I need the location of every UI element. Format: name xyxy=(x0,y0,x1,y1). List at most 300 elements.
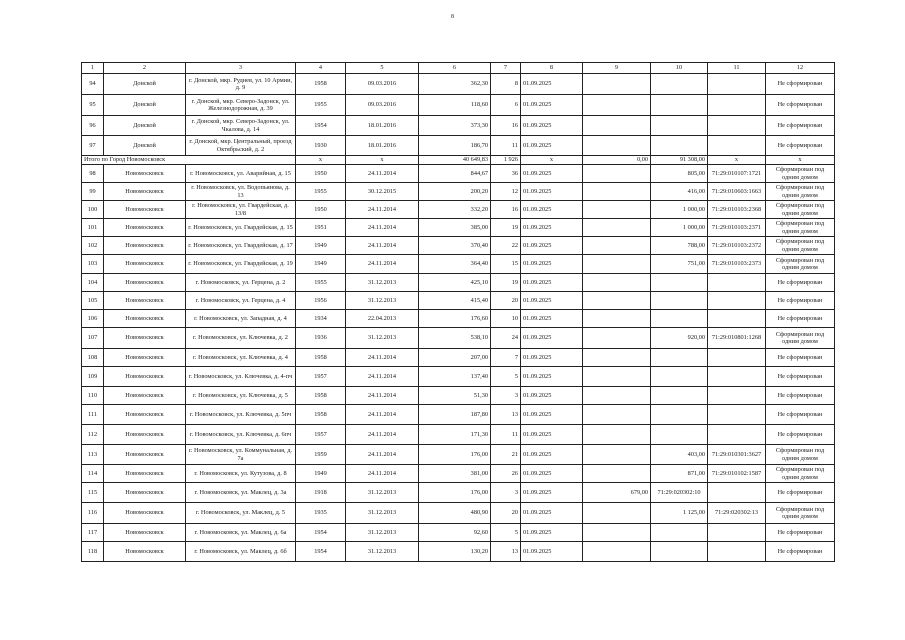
row-area: 373,30 xyxy=(419,116,491,136)
row-people: 13 xyxy=(491,405,521,425)
table-row xyxy=(82,95,835,116)
row-start-date: 01.09.2025 xyxy=(521,136,583,156)
row-status: Сформирован под одним домом xyxy=(766,165,835,183)
row-town: Новомосковск xyxy=(104,328,186,349)
row-people: 10 xyxy=(491,310,521,328)
row-area: 118,60 xyxy=(419,95,491,116)
row-start-date: 01.09.2025 xyxy=(521,255,583,274)
row-start-date: 01.09.2025 xyxy=(521,95,583,116)
table-row xyxy=(82,445,835,465)
table-row xyxy=(82,349,835,367)
row-people: 8 xyxy=(491,74,521,95)
row-town: Новомосковск xyxy=(104,524,186,542)
row-address: г. Новомосковск, ул. Гвардейская, д. 13/8 xyxy=(186,201,296,219)
column-header-2: 2 xyxy=(104,63,186,74)
row-year: 1957 xyxy=(296,367,346,387)
row-address: г. Новомосковск, ул. Ключевка, д. 5пч xyxy=(186,405,296,425)
row-col-10 xyxy=(651,310,708,328)
row-people: 22 xyxy=(491,237,521,255)
row-status: Не сформирован xyxy=(766,349,835,367)
row-col-9 xyxy=(583,219,651,237)
row-area: 171,30 xyxy=(419,425,491,445)
row-col-9 xyxy=(583,95,651,116)
table-row xyxy=(82,310,835,328)
row-number: 106 xyxy=(82,310,104,328)
row-col-9 xyxy=(583,165,651,183)
row-area: 480,90 xyxy=(419,503,491,524)
row-cadastral-number xyxy=(708,425,766,445)
row-col-10: 1 000,00 xyxy=(651,219,708,237)
row-cadastral-number xyxy=(708,74,766,95)
column-header-4: 4 xyxy=(296,63,346,74)
row-col-10 xyxy=(651,367,708,387)
column-header-9: 9 xyxy=(583,63,651,74)
row-cadastral-number xyxy=(708,116,766,136)
row-col-10: 1 000,00 xyxy=(651,201,708,219)
row-cadastral-number xyxy=(708,349,766,367)
row-town: Новомосковск xyxy=(104,310,186,328)
row-start-date: 01.09.2025 xyxy=(521,405,583,425)
row-status: Не сформирован xyxy=(766,524,835,542)
row-area: 362,30 xyxy=(419,74,491,95)
row-number: 102 xyxy=(82,237,104,255)
table-row xyxy=(82,201,835,219)
row-year: 1935 xyxy=(296,503,346,524)
row-status: Сформирован под одним домом xyxy=(766,503,835,524)
row-status: Не сформирован xyxy=(766,292,835,310)
row-status: Не сформирован xyxy=(766,116,835,136)
row-col-9 xyxy=(583,405,651,425)
row-col-10: 403,00 xyxy=(651,445,708,465)
row-status: Не сформирован xyxy=(766,387,835,405)
row-cadastral-number xyxy=(708,387,766,405)
row-number: 108 xyxy=(82,349,104,367)
row-start-date: 01.09.2025 xyxy=(521,237,583,255)
row-cadastral-number xyxy=(708,95,766,116)
row-start-date: 01.09.2025 xyxy=(521,201,583,219)
row-status: Не сформирован xyxy=(766,74,835,95)
row-area: 130,20 xyxy=(419,542,491,562)
row-date: 31.12.2013 xyxy=(346,274,419,292)
row-col-10: 71:29:020302:10 xyxy=(651,483,708,503)
row-town: Донской xyxy=(104,74,186,95)
row-date: 24.11.2014 xyxy=(346,201,419,219)
row-cadastral-number: 71:29:010102:1587 xyxy=(708,465,766,483)
row-status: Не сформирован xyxy=(766,542,835,562)
row-col-9 xyxy=(583,349,651,367)
row-col-10: 1 125,00 xyxy=(651,503,708,524)
row-address: г. Новомосковск, ул. Коммунальная, д. 7а xyxy=(186,445,296,465)
row-people: 16 xyxy=(491,201,521,219)
row-col-10 xyxy=(651,136,708,156)
row-col-9 xyxy=(583,237,651,255)
row-col-9 xyxy=(583,524,651,542)
table-row xyxy=(82,387,835,405)
row-number: 118 xyxy=(82,542,104,562)
row-cadastral-number: 71:29:010301:3627 xyxy=(708,445,766,465)
row-number: 99 xyxy=(82,183,104,201)
row-address: г. Донской, мкр. Северо-Задонск, ул. Чкалова, д. 14 xyxy=(186,116,296,136)
row-status: Сформирован под одним домом xyxy=(766,219,835,237)
row-col-10 xyxy=(651,292,708,310)
row-people: 19 xyxy=(491,274,521,292)
row-area: 137,40 xyxy=(419,367,491,387)
row-number: 116 xyxy=(82,503,104,524)
row-number: 117 xyxy=(82,524,104,542)
row-date: 24.11.2014 xyxy=(346,349,419,367)
row-col-9 xyxy=(583,328,651,349)
row-people: 7 xyxy=(491,349,521,367)
row-status: Не сформирован xyxy=(766,274,835,292)
row-town: Новомосковск xyxy=(104,445,186,465)
row-col-9 xyxy=(583,367,651,387)
row-people: 5 xyxy=(491,367,521,387)
row-people: 24 xyxy=(491,328,521,349)
row-area: 51,30 xyxy=(419,387,491,405)
row-start-date: 01.09.2025 xyxy=(521,387,583,405)
row-date: 24.11.2014 xyxy=(346,237,419,255)
row-town: Новомосковск xyxy=(104,183,186,201)
row-year: 1949 xyxy=(296,255,346,274)
row-date: 24.11.2014 xyxy=(346,405,419,425)
table-row xyxy=(82,292,835,310)
row-people: 16 xyxy=(491,116,521,136)
row-col-9 xyxy=(583,503,651,524)
row-area: 176,00 xyxy=(419,483,491,503)
row-address: г. Донской, мкр. Северо-Задонск, ул. Железнодорожная, д. 39 xyxy=(186,95,296,116)
row-area: 186,70 xyxy=(419,136,491,156)
row-start-date: 01.09.2025 xyxy=(521,503,583,524)
row-col-10: 871,00 xyxy=(651,465,708,483)
housing-register-table xyxy=(81,62,835,562)
row-cadastral-number: 71:29:010103:2373 xyxy=(708,255,766,274)
row-number: 104 xyxy=(82,274,104,292)
row-status: Не сформирован xyxy=(766,136,835,156)
row-date: 31.12.2013 xyxy=(346,483,419,503)
row-start-date: 01.09.2025 xyxy=(521,445,583,465)
table-row xyxy=(82,542,835,562)
row-date: 09.03.2016 xyxy=(346,74,419,95)
row-col-10 xyxy=(651,387,708,405)
row-address: г. Новомосковск, ул. Кутузова, д. 8 xyxy=(186,465,296,483)
row-number: 112 xyxy=(82,425,104,445)
row-cadastral-number: 71:29:010103:2368 xyxy=(708,201,766,219)
row-cadastral-number: 71:29:010603:1663 xyxy=(708,183,766,201)
row-date: 31.12.2013 xyxy=(346,542,419,562)
row-year: 1958 xyxy=(296,349,346,367)
row-date: 24.11.2014 xyxy=(346,445,419,465)
total-col-9: 0,00 xyxy=(583,156,651,165)
row-cadastral-number xyxy=(708,274,766,292)
row-col-9 xyxy=(583,74,651,95)
row-start-date: 01.09.2025 xyxy=(521,183,583,201)
table-row xyxy=(82,116,835,136)
row-people: 19 xyxy=(491,219,521,237)
row-start-date: 01.09.2025 xyxy=(521,310,583,328)
row-year: 1949 xyxy=(296,237,346,255)
row-start-date: 01.09.2025 xyxy=(521,74,583,95)
row-year: 1918 xyxy=(296,483,346,503)
column-number-header-row xyxy=(82,63,835,74)
row-status: Сформирован под одним домом xyxy=(766,183,835,201)
column-header-11: 11 xyxy=(708,63,766,74)
row-people: 11 xyxy=(491,425,521,445)
row-year: 1955 xyxy=(296,274,346,292)
row-cadastral-number xyxy=(708,524,766,542)
row-date: 09.03.2016 xyxy=(346,95,419,116)
row-start-date: 01.09.2025 xyxy=(521,349,583,367)
row-number: 98 xyxy=(82,165,104,183)
row-start-date: 01.09.2025 xyxy=(521,328,583,349)
row-year: 1957 xyxy=(296,425,346,445)
row-status: Не сформирован xyxy=(766,367,835,387)
row-date: 31.12.2013 xyxy=(346,524,419,542)
row-start-date: 01.09.2025 xyxy=(521,274,583,292)
row-cadastral-number xyxy=(708,542,766,562)
row-start-date: 01.09.2025 xyxy=(521,219,583,237)
table-row xyxy=(82,524,835,542)
row-start-date: 01.09.2025 xyxy=(521,116,583,136)
row-town: Новомосковск xyxy=(104,425,186,445)
row-area: 538,10 xyxy=(419,328,491,349)
row-date: 31.12.2013 xyxy=(346,503,419,524)
row-col-10 xyxy=(651,425,708,445)
row-address: г. Донской, мкр. Руднев, ул. 10 Армии, д. 9 xyxy=(186,74,296,95)
row-address: г. Новомосковск, ул. Маклец, д. 6б xyxy=(186,542,296,562)
row-number: 94 xyxy=(82,74,104,95)
row-cadastral-number xyxy=(708,405,766,425)
row-cadastral-number: 71:29:020302:13 xyxy=(708,503,766,524)
total-row xyxy=(82,156,835,165)
row-date: 24.11.2014 xyxy=(346,387,419,405)
row-address: г. Новомосковск, ул. Гвардейская, д. 15 xyxy=(186,219,296,237)
row-col-10 xyxy=(651,349,708,367)
row-status: Не сформирован xyxy=(766,483,835,503)
row-address: г. Новомосковск, ул. Гвардейская, д. 17 xyxy=(186,237,296,255)
row-start-date: 01.09.2025 xyxy=(521,292,583,310)
row-address: г. Новомосковск, ул. Герцена, д. 2 xyxy=(186,274,296,292)
row-col-10: 416,00 xyxy=(651,183,708,201)
row-start-date: 01.09.2025 xyxy=(521,524,583,542)
row-people: 26 xyxy=(491,465,521,483)
row-town: Новомосковск xyxy=(104,219,186,237)
row-people: 11 xyxy=(491,136,521,156)
table-row xyxy=(82,483,835,503)
row-town: Новомосковск xyxy=(104,405,186,425)
row-people: 13 xyxy=(491,542,521,562)
table-body xyxy=(82,63,835,562)
row-date: 31.12.2013 xyxy=(346,292,419,310)
row-number: 113 xyxy=(82,445,104,465)
row-col-9 xyxy=(583,183,651,201)
row-status: Не сформирован xyxy=(766,310,835,328)
row-town: Новомосковск xyxy=(104,367,186,387)
row-col-9 xyxy=(583,292,651,310)
row-area: 92,60 xyxy=(419,524,491,542)
row-year: 1959 xyxy=(296,445,346,465)
row-address: г. Новомосковск, ул. Ключевка, д. 2 xyxy=(186,328,296,349)
row-col-9 xyxy=(583,425,651,445)
row-col-9 xyxy=(583,136,651,156)
row-number: 95 xyxy=(82,95,104,116)
table-row xyxy=(82,465,835,483)
row-number: 100 xyxy=(82,201,104,219)
row-col-10 xyxy=(651,542,708,562)
row-cadastral-number xyxy=(708,367,766,387)
row-town: Новомосковск xyxy=(104,165,186,183)
row-town: Новомосковск xyxy=(104,349,186,367)
table-row xyxy=(82,219,835,237)
row-town: Новомосковск xyxy=(104,503,186,524)
row-date: 22.04.2013 xyxy=(346,310,419,328)
page-number: 8 xyxy=(451,14,454,20)
row-col-9 xyxy=(583,387,651,405)
row-col-10: 751,00 xyxy=(651,255,708,274)
row-cadastral-number xyxy=(708,136,766,156)
row-year: 1955 xyxy=(296,95,346,116)
row-start-date: 01.09.2025 xyxy=(521,483,583,503)
row-number: 114 xyxy=(82,465,104,483)
row-col-9 xyxy=(583,465,651,483)
row-number: 96 xyxy=(82,116,104,136)
row-col-10 xyxy=(651,405,708,425)
row-start-date: 01.09.2025 xyxy=(521,165,583,183)
row-town: Новомосковск xyxy=(104,387,186,405)
row-area: 381,00 xyxy=(419,465,491,483)
row-number: 105 xyxy=(82,292,104,310)
row-area: 200,20 xyxy=(419,183,491,201)
row-people: 3 xyxy=(491,483,521,503)
row-date: 24.11.2014 xyxy=(346,165,419,183)
row-year: 1949 xyxy=(296,465,346,483)
row-year: 1954 xyxy=(296,542,346,562)
row-address: г. Новомосковск, ул. Гвардейская, д. 19 xyxy=(186,255,296,274)
row-date: 18.01.2016 xyxy=(346,136,419,156)
row-address: г. Новомосковск, ул. Аварийная, д. 15 xyxy=(186,165,296,183)
row-number: 107 xyxy=(82,328,104,349)
row-address: г. Новомосковск, ул. Западная, д. 4 xyxy=(186,310,296,328)
row-address: г. Новомосковск, ул. Маклец, д. 6а xyxy=(186,524,296,542)
row-people: 15 xyxy=(491,255,521,274)
row-year: 1958 xyxy=(296,405,346,425)
row-people: 3 xyxy=(491,387,521,405)
row-cadastral-number: 71:29:010103:2372 xyxy=(708,237,766,255)
row-area: 370,40 xyxy=(419,237,491,255)
row-status: Сформирован под одним домом xyxy=(766,445,835,465)
column-header-8: 8 xyxy=(521,63,583,74)
row-number: 115 xyxy=(82,483,104,503)
row-year: 1958 xyxy=(296,387,346,405)
row-status: Сформирован под одним домом xyxy=(766,328,835,349)
row-people: 6 xyxy=(491,95,521,116)
row-area: 332,20 xyxy=(419,201,491,219)
row-year: 1950 xyxy=(296,165,346,183)
row-year: 1950 xyxy=(296,201,346,219)
row-year: 1955 xyxy=(296,183,346,201)
table-row xyxy=(82,74,835,95)
row-start-date: 01.09.2025 xyxy=(521,425,583,445)
row-town: Донской xyxy=(104,95,186,116)
row-col-9 xyxy=(583,310,651,328)
row-town: Новомосковск xyxy=(104,237,186,255)
row-number: 97 xyxy=(82,136,104,156)
row-people: 20 xyxy=(491,292,521,310)
row-area: 364,40 xyxy=(419,255,491,274)
row-town: Новомосковск xyxy=(104,255,186,274)
row-col-10 xyxy=(651,274,708,292)
row-start-date: 01.09.2025 xyxy=(521,367,583,387)
row-col-10 xyxy=(651,524,708,542)
table-row xyxy=(82,274,835,292)
row-town: Новомосковск xyxy=(104,483,186,503)
row-people: 5 xyxy=(491,524,521,542)
row-status: Не сформирован xyxy=(766,95,835,116)
row-area: 415,40 xyxy=(419,292,491,310)
column-header-7: 7 xyxy=(491,63,521,74)
total-year: x xyxy=(296,156,346,165)
row-address: г. Новомосковск, ул. Ключевка, д. 5 xyxy=(186,387,296,405)
row-status: Сформирован под одним домом xyxy=(766,465,835,483)
row-cadastral-number: 71:29:010103:2371 xyxy=(708,219,766,237)
row-date: 24.11.2014 xyxy=(346,465,419,483)
row-area: 385,00 xyxy=(419,219,491,237)
row-cadastral-number: 71:29:010801:1268 xyxy=(708,328,766,349)
row-town: Новомосковск xyxy=(104,201,186,219)
total-date: x xyxy=(346,156,419,165)
total-col-11: x xyxy=(708,156,766,165)
row-col-9 xyxy=(583,255,651,274)
total-label: Итого по Город Новомосковск xyxy=(82,156,296,165)
row-year: 1958 xyxy=(296,74,346,95)
table-row xyxy=(82,328,835,349)
row-area: 207,00 xyxy=(419,349,491,367)
row-status: Сформирован под одним домом xyxy=(766,255,835,274)
row-cadastral-number: 71:29:010107:1721 xyxy=(708,165,766,183)
row-date: 24.11.2014 xyxy=(346,367,419,387)
row-people: 21 xyxy=(491,445,521,465)
column-header-1: 1 xyxy=(82,63,104,74)
total-people: 1 926 xyxy=(491,156,521,165)
row-number: 110 xyxy=(82,387,104,405)
row-town: Новомосковск xyxy=(104,292,186,310)
row-address: г. Новомосковск, ул. Герцена, д. 4 xyxy=(186,292,296,310)
row-address: г. Новомосковск, ул. Маклец, д. 3а xyxy=(186,483,296,503)
row-col-10 xyxy=(651,116,708,136)
row-col-9 xyxy=(583,274,651,292)
row-address: г. Новомосковск, ул. Ключевка, д. 4 xyxy=(186,349,296,367)
row-date: 18.01.2016 xyxy=(346,116,419,136)
row-cadastral-number xyxy=(708,310,766,328)
row-col-10 xyxy=(651,95,708,116)
row-year: 1954 xyxy=(296,116,346,136)
table-row xyxy=(82,237,835,255)
row-start-date: 01.09.2025 xyxy=(521,465,583,483)
row-town: Новомосковск xyxy=(104,274,186,292)
row-status: Сформирован под одним домом xyxy=(766,201,835,219)
table-row xyxy=(82,405,835,425)
row-number: 109 xyxy=(82,367,104,387)
row-date: 24.11.2014 xyxy=(346,255,419,274)
row-people: 36 xyxy=(491,165,521,183)
row-area: 187,80 xyxy=(419,405,491,425)
row-col-9 xyxy=(583,116,651,136)
row-number: 101 xyxy=(82,219,104,237)
total-col-10: 91 308,00 xyxy=(651,156,708,165)
row-year: 1951 xyxy=(296,219,346,237)
row-area: 176,00 xyxy=(419,445,491,465)
row-area: 844,67 xyxy=(419,165,491,183)
table-row xyxy=(82,367,835,387)
